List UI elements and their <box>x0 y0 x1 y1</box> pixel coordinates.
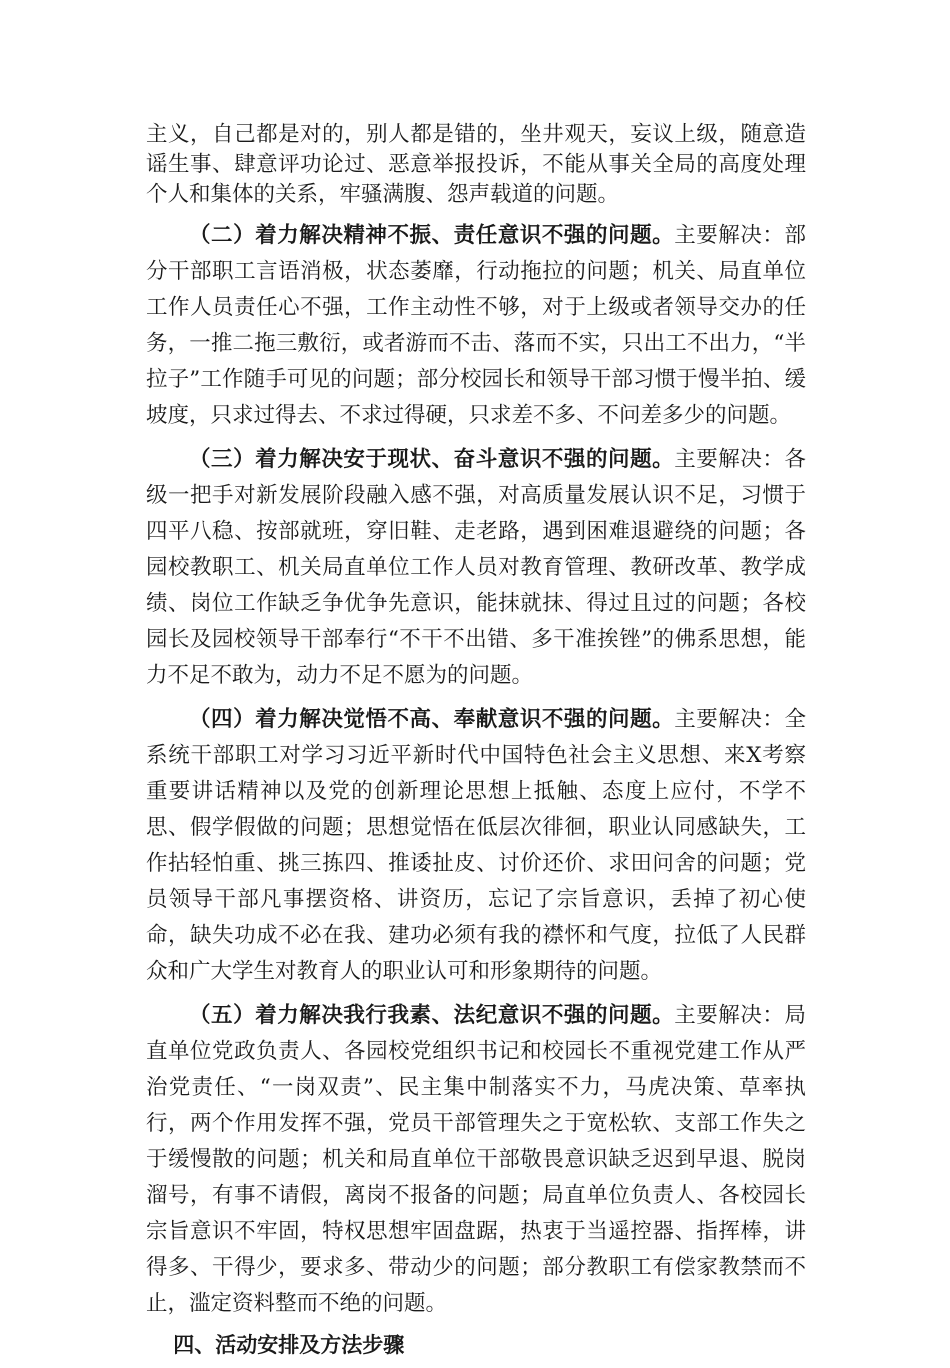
section-4-paragraph <box>146 702 806 990</box>
section-2-lead: （二）着力解决精神不振、责任意识不强的问题。 <box>189 223 675 248</box>
intro-paragraph: 主义，自己都是对的，别人都是错的，坐井观天，妄议上级，随意造谣生事、肆意评功论过、恶意举报投诉，不能从事关全局的高度处理个人和集体的关系，牢骚满腹、怨声载道的问题。 <box>146 122 806 207</box>
section-2-body: 主要解决：部分干部职工言语消极，状态萎靡，行动拖拉的问题；机关、局直单位工作人员责任心不强，工作主动性不够，对于上级或者领导交办的任务，一推二拖三敷衍，或者游而不击、落而不实，只出工不出力，“半拉子”工作随手可见的问题；部分校园长和领导干部习惯于慢半拍、缓坡度，只求过得去、不求过得硬，只求差不多、不问差多少的问题。 <box>146 223 806 428</box>
section-5-body: 主要解决：局直单位党政负责人、各园校党组织书记和校园长不重视党建工作从严治党责任、“一岗双责”、民主集中制落实不力，马虎决策、草率执行，两个作用发挥不强，党员干部管理失之于宽松软、支部工作失之于缓慢散的问题；机关和局直单位干部敬畏意识缺乏迟到早退、脱岗溜号，有事不请假，离岗不报备的问题；局直单位负责人、各校园长宗旨意识不牢固，特权思想牢固盘踞，热衷于当遥控器、指挥棒，讲得多、干得少，要求多、带动少的问题；部分教职工有偿家教禁而不止，滥定资料整而不绝的问题。 <box>146 1003 806 1316</box>
section-4-body: 主要解决：全系统干部职工对学习习近平新时代中国特色社会主义思想、来X考察重要讲话精神以及党的创新理论思想上抵触、态度上应付，不学不思、假学假做的问题；思想觉悟在低层次徘徊，职业认同感缺失，工作拈轻怕重、挑三拣四、推诿扯皮、讨价还价、求田问舍的问题；党员领导干部凡事摆资格、讲资历，忘记了宗旨意识，丢掉了初心使命，缺失功成不必在我、建功必须有我的襟怀和气度，拉低了人民群众和广大学生对教育人的职业认可和形象期待的问题。 <box>146 707 806 984</box>
section-3-paragraph <box>146 442 806 694</box>
section-2-paragraph <box>146 218 806 434</box>
section-5-paragraph <box>146 998 806 1322</box>
section-3-body: 主要解决：各级一把手对新发展阶段融入感不强，对高质量发展认识不足，习惯于四平八稳、按部就班，穿旧鞋、走老路，遇到困难退避绕的问题；各园校教职工、机关局直单位工作人员对教育管理、教研改革、教学成绩、岗位工作缺乏争优争先意识，能抹就抹、得过且过的问题；各校园长及园校领导干部奉行“不干不出错、多干准挨锉”的佛系思想，能力不足不敢为，动力不足不愿为的问题。 <box>146 447 806 688</box>
section-heading-4: 四、活动安排及方法步骤 <box>173 1333 405 1357</box>
section-5-lead: （五）着力解决我行我素、法纪意识不强的问题。 <box>189 1003 675 1028</box>
document-page <box>146 120 806 1368</box>
section-3-lead: （三）着力解决安于现状、奋斗意识不强的问题。 <box>189 447 675 472</box>
section-4-lead: （四）着力解决觉悟不高、奉献意识不强的问题。 <box>189 707 675 732</box>
